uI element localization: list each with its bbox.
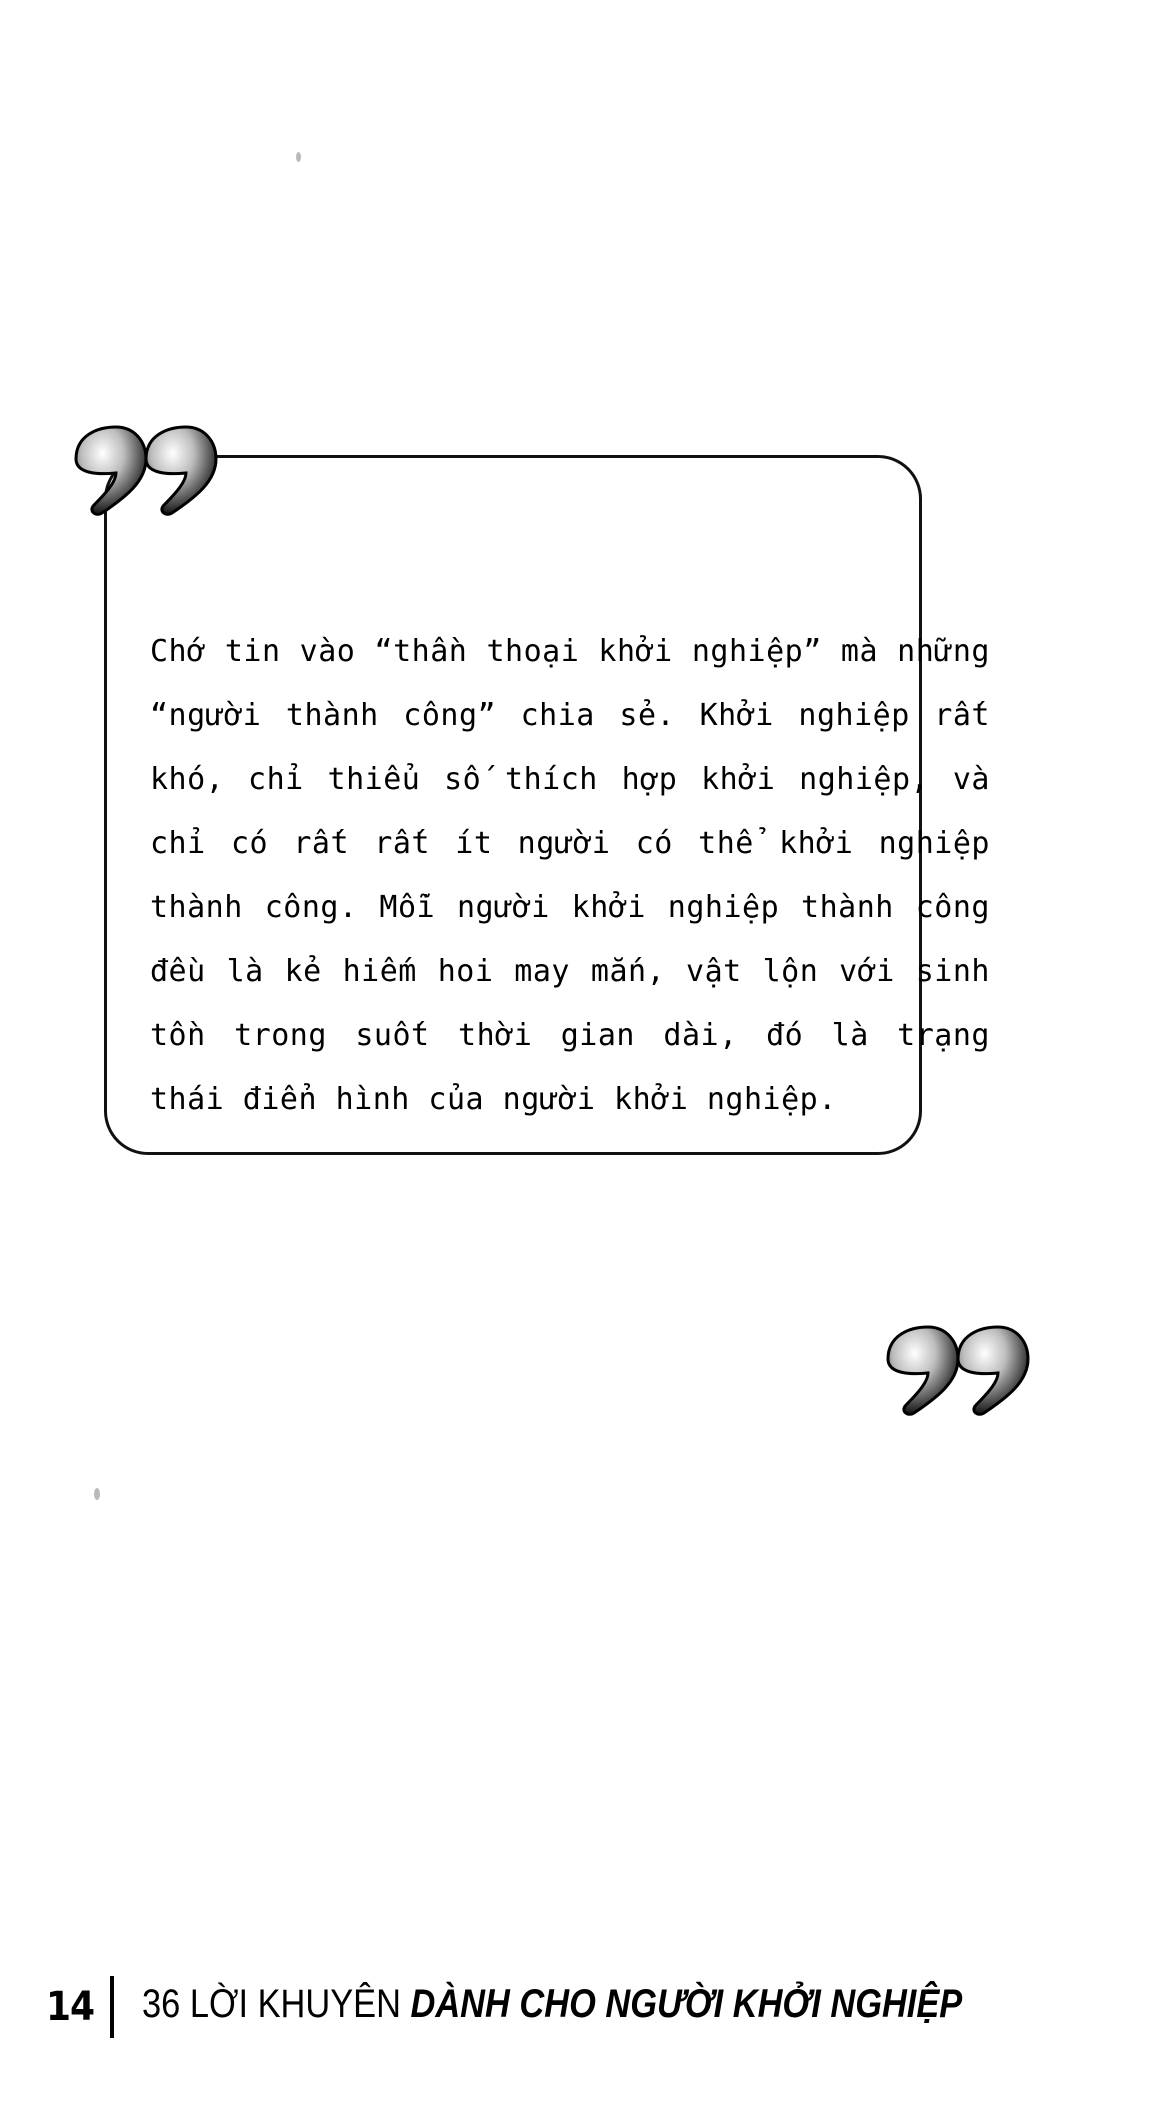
book-title-bold: DÀNH CHO NGƯỜI KHỞI NGHIỆP (410, 1982, 963, 2026)
book-title-regular: 36 LỜI KHUYÊN (142, 1982, 411, 2026)
quote-paragraph: Chớ tin vào “thần thoại khởi nghiệp” mà những “người thành công” chia sẻ. Khởi nghiệp rất khó, chỉ thiểu số thích hợp khởi nghiệp, và chỉ có rất rất ít người có thể khởi nghiệp thành công. Mỗi người khởi nghiệp thành công đều là kẻ hiếm hoi may mắn, vật lộn với sinh tồn trong suốt thời gian dài, đó là trạng thái điển hình của người khởi nghiệp. (150, 634, 990, 1117)
book-title (142, 1982, 962, 2027)
page-footer (0, 1976, 1152, 2046)
page-number: 14 (46, 1984, 95, 2030)
scan-speck (296, 152, 301, 162)
scan-speck (94, 1488, 100, 1500)
quote-text (150, 620, 990, 1132)
close-quote-mark (880, 1325, 1040, 1435)
footer-divider (110, 1976, 114, 2038)
